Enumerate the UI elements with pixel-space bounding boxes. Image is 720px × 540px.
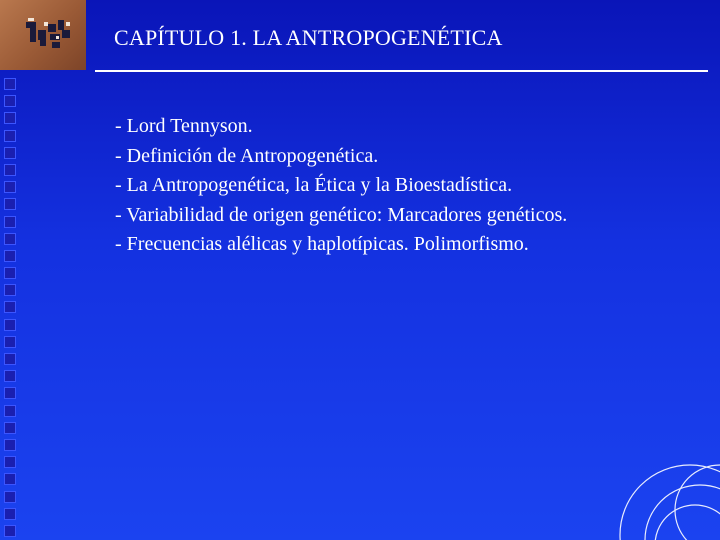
list-item: - La Antropogenética, la Ética y la Bioestadística. [115,174,513,196]
logo-block [0,0,86,70]
decorative-square [4,336,16,348]
list-item: - Lord Tennyson. [115,115,253,137]
list-item: - Frecuencias alélicas y haplotípicas. Polimorfismo. [115,233,529,255]
decorative-square [4,473,16,485]
decorative-square [4,439,16,451]
decorative-squares [4,78,20,538]
decorative-square [4,301,16,313]
decorative-square [4,405,16,417]
decorative-square [4,284,16,296]
decorative-square [4,216,16,228]
slide-title: CAPÍTULO 1. LA ANTROPOGENÉTICA [114,25,503,50]
decorative-square [4,130,16,142]
decorative-square [4,491,16,503]
decorative-square [4,508,16,520]
topic-list [115,112,567,260]
decorative-square [4,422,16,434]
list-item: - Definición de Antropogenética. [115,144,379,167]
list-item: - Variabilidad de origen genético: Marcadores genéticos. [115,203,568,226]
logo-mark-icon [24,16,76,56]
decorative-square [4,370,16,382]
decorative-square [4,250,16,262]
decorative-square [4,78,16,90]
decorative-square [4,267,16,279]
decorative-square [4,525,16,537]
decorative-square [4,147,16,159]
decorative-square [4,387,16,399]
title-divider [95,70,708,72]
decorative-square [4,233,16,245]
decorative-square [4,112,16,124]
decorative-square [4,95,16,107]
decorative-square [4,456,16,468]
decorative-square [4,181,16,193]
decorative-square [4,164,16,176]
decorative-rings [570,440,720,540]
decorative-square [4,353,16,365]
decorative-square [4,319,16,331]
decorative-square [4,198,16,210]
